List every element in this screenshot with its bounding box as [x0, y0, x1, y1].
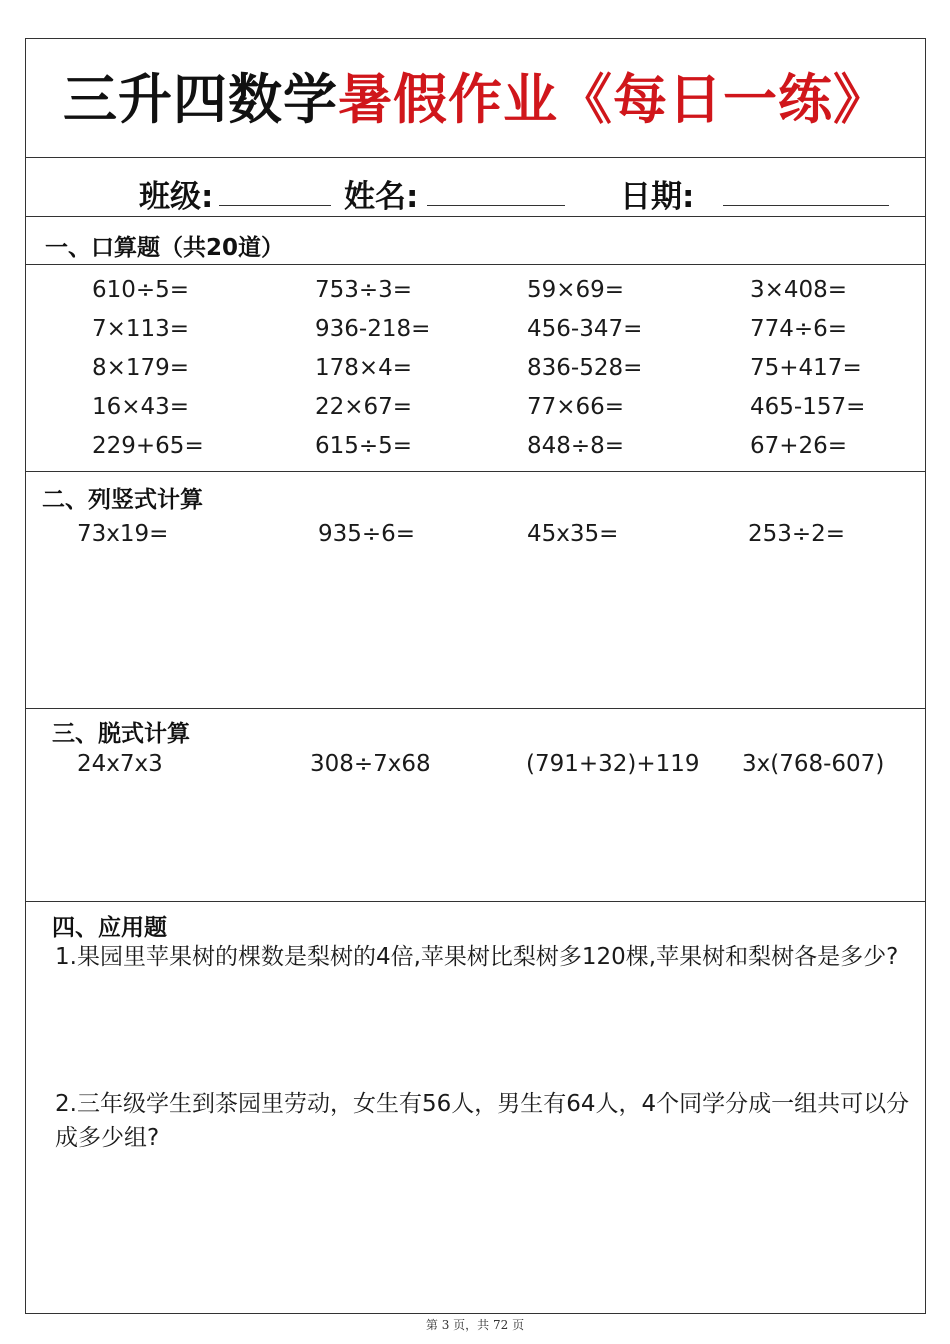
oral-problem: 16×43=: [92, 394, 190, 420]
stepwise-problem: 24x7x3: [77, 751, 163, 777]
divider: [26, 471, 925, 472]
vertical-problem: 73x19=: [77, 521, 169, 547]
oral-problem: 229+65=: [92, 433, 204, 459]
section-stepwise-title: 三、脱式计算: [52, 721, 190, 747]
divider: [26, 264, 925, 265]
oral-problem: 774÷6=: [750, 316, 848, 342]
name-field[interactable]: [427, 205, 565, 206]
title-homework: 暑假作业《每日一练》: [338, 68, 888, 131]
worksheet-title: [26, 57, 925, 134]
name-label: 姓名:: [344, 179, 419, 215]
oral-problem: 836-528=: [527, 355, 643, 381]
oral-problem: 610÷5=: [92, 277, 190, 303]
vertical-problem: 253÷2=: [748, 521, 846, 547]
section-applied-title: 四、应用题: [52, 915, 167, 941]
divider: [26, 901, 925, 902]
oral-problem: 753÷3=: [315, 277, 413, 303]
date-field[interactable]: [723, 205, 889, 206]
oral-problem: 77×66=: [527, 394, 625, 420]
divider: [26, 216, 925, 217]
oral-problem: 75+417=: [750, 355, 862, 381]
oral-problem: 936-218=: [315, 316, 431, 342]
word-problem-1: 1.果园里苹果树的棵数是梨树的4倍,苹果树比梨树多120棵,苹果树和梨树各是多少?: [55, 944, 899, 970]
word-problem-2: 2.三年级学生到茶园里劳动，女生有56人，男生有64人，4个同学分成一组共可以分成多少组?: [55, 1091, 910, 1151]
worksheet: [25, 38, 926, 1314]
vertical-problem: 935÷6=: [318, 521, 416, 547]
oral-problem: 3×408=: [750, 277, 848, 303]
section-oral-title: 一、口算题（共20道）: [45, 235, 285, 261]
divider: [26, 157, 925, 158]
oral-problem: 59×69=: [527, 277, 625, 303]
date-label: 日期:: [620, 179, 695, 215]
class-field[interactable]: [219, 205, 331, 206]
vertical-problem: 45x35=: [527, 521, 619, 547]
stepwise-problem: 308÷7x68: [310, 751, 431, 777]
oral-problem: 8×179=: [92, 355, 190, 381]
class-label: 班级:: [139, 179, 214, 215]
oral-problem: 67+26=: [750, 433, 848, 459]
stepwise-problem: (791+32)+119: [526, 751, 700, 777]
stepwise-problem: 3x(768-607): [742, 751, 885, 777]
oral-problem: 178×4=: [315, 355, 413, 381]
oral-problem: 456-347=: [527, 316, 643, 342]
page-number: 第 3 页，共 72 页: [425, 1318, 525, 1332]
oral-problem: 465-157=: [750, 394, 866, 420]
oral-problem: 848÷8=: [527, 433, 625, 459]
section-vertical-title: 二、列竖式计算: [42, 487, 203, 513]
oral-problem: 615÷5=: [315, 433, 413, 459]
oral-problem: 7×113=: [92, 316, 190, 342]
divider: [26, 708, 925, 709]
oral-problem: 22×67=: [315, 394, 413, 420]
title-grade: 三升四数学: [63, 68, 338, 131]
